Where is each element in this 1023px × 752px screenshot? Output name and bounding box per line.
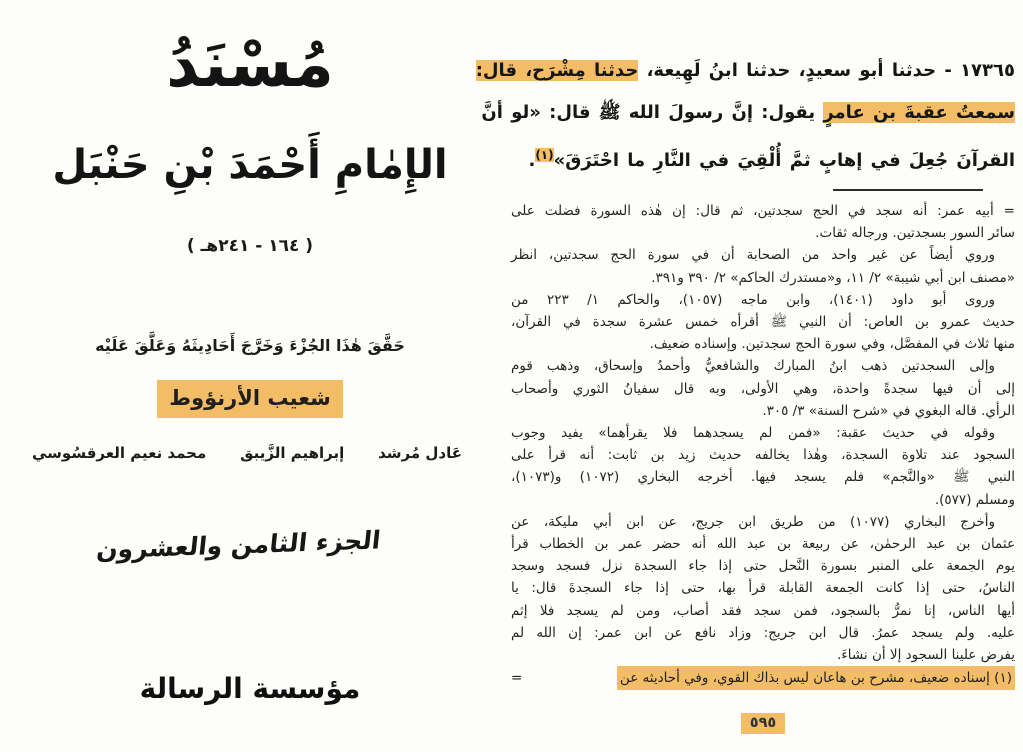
book-title-author-calligraphy: الإِمٰامِ أَحْمَدَ بْنِ حَنْبَل — [52, 142, 448, 188]
footnote-continuation-sign: = — [511, 670, 523, 687]
footnote-line: يفرض علينا السجود إلا أن نشاءَ. — [837, 647, 1015, 664]
footnote-line: عثمان بن عبد الرحمٰن، عن ربيعة بن عبد الله أنه حضر عمر بن الخطاب قرأ — [511, 536, 1015, 553]
footnote-final-line — [511, 666, 1015, 690]
editor-name: محمد نعيم العرقسُوسي — [32, 444, 207, 462]
book-title-calligraphy: مُسْنَدُ — [166, 28, 334, 102]
hadith-text-block — [475, 50, 1015, 182]
footnote-line: «مصنف ابن أبي شيبة» ٢/ ١١، و«مستدرك الحاكم» ٢/ ٣٩٠ و٣٩١. — [651, 269, 1015, 286]
footnote-line: منها ثلاث في المفصَّل، وفي سورة الحج سجدتين. وإسناده ضعيف. — [649, 336, 1015, 353]
editor-name: عَادل مُرشد — [378, 444, 462, 462]
text-page — [475, 0, 1017, 752]
footnote-line: الرأي. قاله البغوي في «شرح السنة» ٣/ ٣٠٥. — [762, 402, 1015, 419]
hadith-line — [475, 50, 1015, 92]
volume-title-calligraphy: الجزء الثامن والعشرون — [95, 525, 383, 565]
footnote-line: عليه. ولم يسجد عمرُ. قال ابن جريج: وزاد نافع عن ابن عمر: إن الله لم — [511, 624, 1015, 641]
footnote-line: النبي ﷺ «والنَّجم» فلم يسجد فيها. أخرجه البخاري (١٠٧٢) و(١٠٧٣)، — [511, 469, 1015, 486]
hadith-isnad-highlight: حدثنا مِشْرَح، قال: — [475, 60, 639, 81]
footnote-line: السجود عند تلاوة السجدة، وهٰذا يخالفه حديث زيد بن ثابت: أنه قرأ على — [511, 447, 1015, 464]
footnote-grading-highlight: (١) إسناده ضعيف، مشرح بن هاعان ليس بذاك القوي، وفي أحاديثه عن — [617, 666, 1015, 690]
page-number-highlighted: ٥٩٥ — [741, 713, 786, 734]
hadith-narrator-highlight: سمعتُ عقبةَ بن عامرٍ — [823, 102, 1015, 123]
footnote-line: وأخرج البخاري (١٠٧٧) من طريق ابن جريج، عن ابن أبي مليكة، عن — [511, 513, 996, 530]
footnote-separator-rule — [833, 189, 983, 191]
footnote-line: حديث عمرو بن العاص: أن النبي ﷺ أقرأه خمس عشرة سجدة في القرآن، — [511, 314, 1015, 331]
author-years: ( ١٦٤ - ٢٤١هـ ) — [186, 236, 314, 256]
muhaqqiq-name-highlighted: شعيب الأرنؤوط — [157, 380, 342, 418]
footnote-line: وإلى السجدتين ذهب ابنُ المبارك والشافعيُّ وأحمدُ وإسحاق، وذهب قوم — [511, 358, 995, 375]
muhaqqiq-name-wrap — [70, 386, 430, 410]
footnote-line: أيها الناس، إنا نمرُّ بالسجود، فمن سجد فقد أصاب، ومن لم يسجد فلا إثم — [511, 602, 1015, 619]
footnote-line: ومسلم (٥٧٧). — [934, 491, 1015, 508]
footnote-line: وروي أيضاً عن غير واحد من الصحابة أن في سورة الحج سجدتين، انظر — [511, 247, 995, 264]
title-page — [0, 0, 500, 752]
hadith-matn-text: القرآنَ جُعِلَ في إهابٍ ثمَّ أُلْقِيَ في النَّارِ ما احْتَرَقَ» — [553, 150, 1015, 171]
footnote-line: وقوله في حديث عقبة: «فمن لم يسجدهما فلا يقرأهما» يفيد وجوب — [511, 425, 995, 442]
footnote-marker-highlight: (١) — [535, 148, 554, 162]
hadith-line — [511, 134, 1015, 182]
footnote-line: = أبيه عمر: أنه سجد في الحج سجدتين، ثم قال: إن هٰذه السورة فضلت على — [511, 203, 1015, 219]
footnote-line: إلى أن فيها سجدةً واحدة، وهي الأولى، وبه قال سفيانُ الثوري وأصحاب — [511, 380, 1015, 397]
hadith-period: . — [528, 150, 536, 171]
editors-row — [32, 444, 462, 462]
hadith-isnad-text: ١٧٣٦٥ - حدثنا أبو سعيدٍ، حدثنا ابنُ لَهِيعة، — [638, 60, 1015, 81]
footnote-line: سائر السور بسجدتين. ورجاله ثقات. — [815, 225, 1015, 242]
page-number-wrap — [511, 712, 1015, 731]
editor-name: إبراهيم الزَّيبق — [240, 444, 345, 462]
hadith-matn-text: يقول: إنَّ رسولَ الله ﷺ قال: «لو أنَّ — [481, 102, 824, 123]
footnote-line: وروى أبو داود (١٤٠١)، وابن ماجه (١٠٥٧)، والحاكم ١/ ٢٢٣ من — [511, 291, 995, 308]
footnote-line: الناسُ، حتى إذا كانت الجمعة القابلة قرأ بها، حتى إذا جاء السجدةَ قال: يا — [511, 580, 1015, 597]
footnote-line: يوم الجمعة على المنبر بسورة النَّحل حتى إذا جاء السجدة نزل فسجد وسجد — [511, 558, 1015, 575]
footnotes-block — [511, 200, 1015, 666]
tahqiq-credit-line: حَقَّقَ هٰذَا الجُزْءَ وَخَرَّجَ أَحَادِيثَهُ وَعَلَّقَ عَلَيْه — [95, 336, 405, 355]
publisher-logo-text: مؤسسة الرسالة — [139, 672, 361, 705]
hadith-line — [481, 92, 1015, 134]
